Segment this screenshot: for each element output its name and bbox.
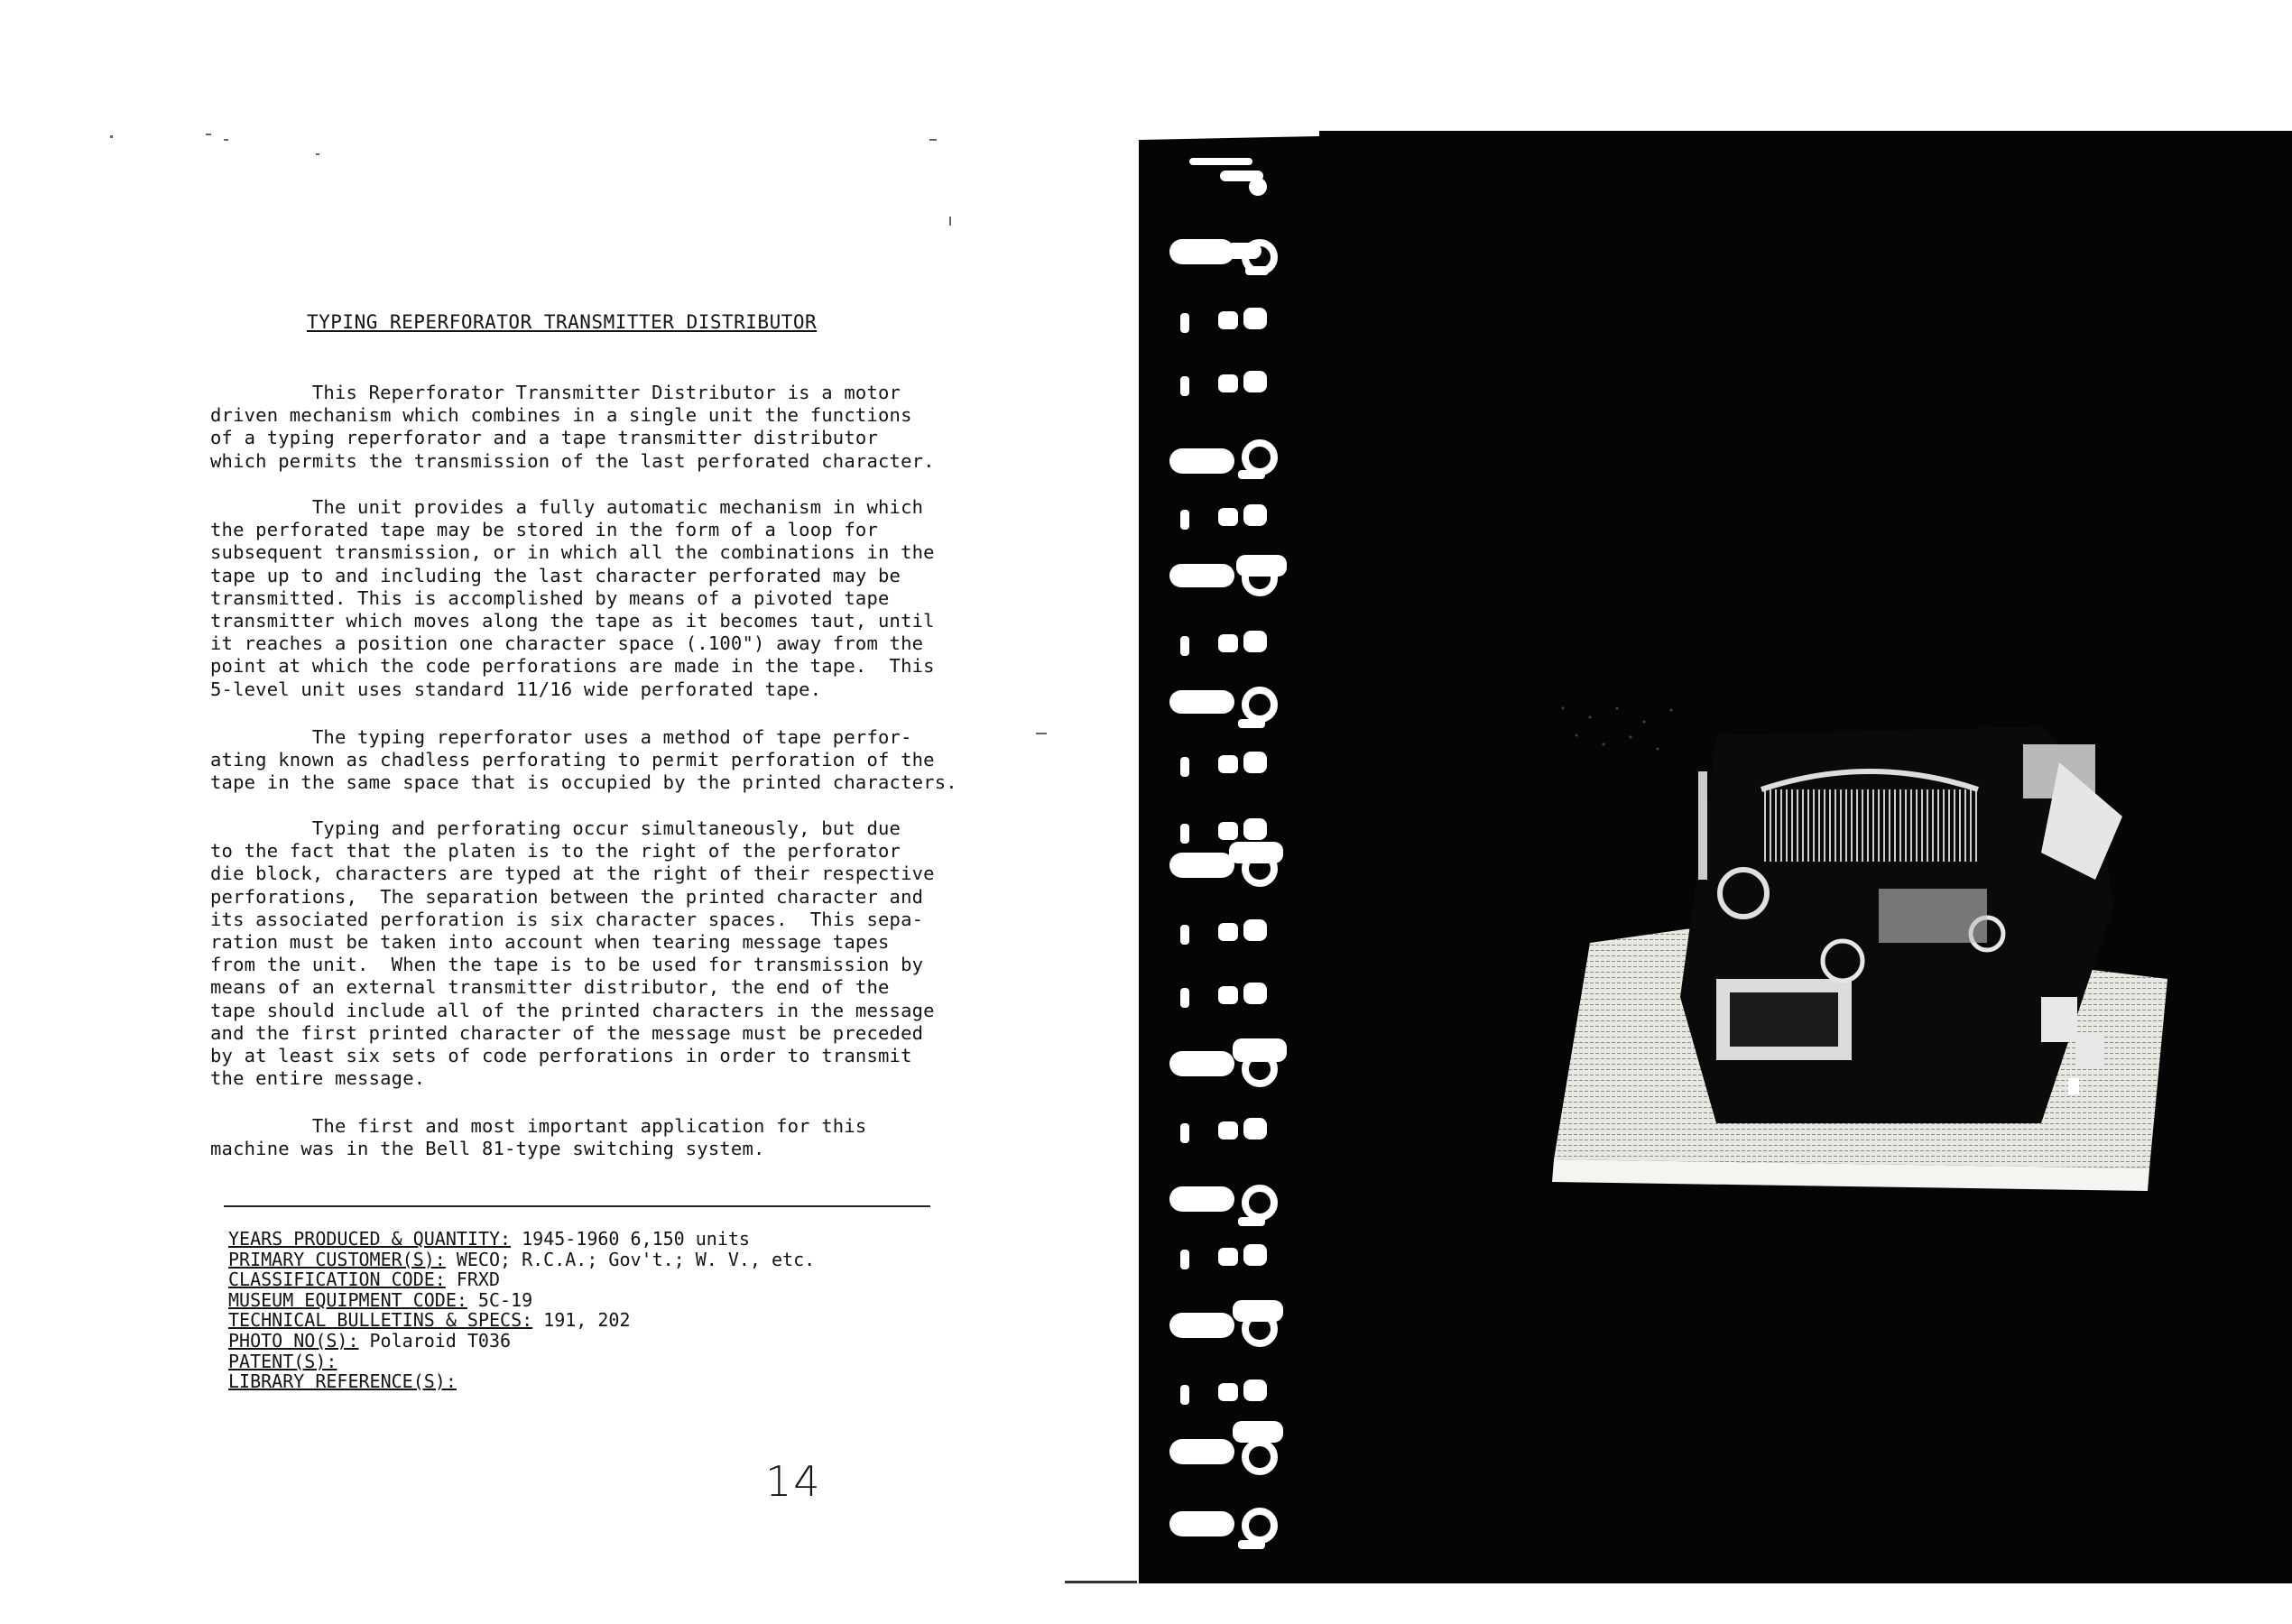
paragraph-2: The unit provides a fully automatic mechanism in which the perforated tape may be stored in the form of a loop for subsequent transmission, or in which all the combinations in the tape up to and including the last character perforated may be transmitted. This is accomplished by means of a pivoted tape transmitter which moves along the tape as it becomes taut, until it reaches a position one character space (.100") away from the point at which the code perforations are made in the tape. This 5-level unit uses standard 11/16 wide perforated tape. xyxy=(210,496,935,700)
metadata-list xyxy=(228,1229,815,1392)
metadata-value: 1945-1960 6,150 units xyxy=(522,1228,750,1250)
document-page xyxy=(0,0,1137,1624)
metadata-label: LIBRARY REFERENCE(S): xyxy=(228,1370,457,1393)
page-number: 14 xyxy=(765,1457,822,1506)
scan-speck xyxy=(110,135,113,138)
scan-speck xyxy=(224,139,228,141)
metadata-row xyxy=(228,1229,815,1250)
metadata-row xyxy=(228,1352,815,1372)
scan-speck xyxy=(929,139,937,141)
section-divider xyxy=(224,1205,930,1207)
metadata-row xyxy=(228,1250,815,1270)
metadata-label: PATENT(S): xyxy=(228,1350,337,1372)
scan-speck xyxy=(206,134,211,135)
metadata-value: 191, 202 xyxy=(543,1309,631,1332)
metadata-value: WECO; R.C.A.; Gov't.; W. V., etc. xyxy=(456,1248,816,1270)
scan-speck xyxy=(949,217,951,226)
paragraph-3: The typing reperforator uses a method of tape perfor- ating known as chadless perforating to permit perforation of the tape in the same space that is occupied by the printed characters. xyxy=(210,726,957,794)
scan-streak xyxy=(1065,1581,1137,1583)
metadata-value: FRXD xyxy=(456,1269,500,1291)
reperforator-machine-photo xyxy=(1536,618,2186,1232)
metadata-label: PHOTO NO(S): xyxy=(228,1329,359,1352)
paragraph-5: The first and most important application for this machine was in the Bell 81-type switching system. xyxy=(210,1115,867,1160)
metadata-row xyxy=(228,1331,815,1352)
metadata-row xyxy=(228,1269,815,1290)
metadata-label: PRIMARY CUSTOMER(S): xyxy=(228,1248,446,1270)
metadata-label: CLASSIFICATION CODE: xyxy=(228,1269,446,1291)
metadata-row xyxy=(228,1371,815,1392)
document-title: TYPING REPERFORATOR TRANSMITTER DISTRIBUTOR xyxy=(307,311,818,333)
paragraph-1: This Reperforator Transmitter Distributor is a motor driven mechanism which combines in a single unit the functions of a typing reperforator and a tape transmitter distributor which permits the transmission of the last perforated character. xyxy=(210,382,935,472)
photo-page xyxy=(1139,131,2292,1583)
metadata-value: Polaroid T036 xyxy=(369,1329,512,1352)
paragraph-4: Typing and perforating occur simultaneously, but due to the fact that the platen is to the right of the perforator die block, characters are typed at the right of their respective perforations, The separation between the printed character and its associated perforation is six character spaces. This sepa- ration must be taken into account when tearing message tapes from the unit. When the tape is to be used for transmission by means of an external transmitter distributor, the end of the tape should include all of the printed characters in the message and the first printed character of the message must be preceded by at least six sets of code perforations in order to transmit the entire message. xyxy=(210,817,935,1090)
scan-speck xyxy=(1036,733,1047,734)
spiral-binding-icon xyxy=(1139,131,1319,1583)
metadata-value: 5C-19 xyxy=(477,1288,533,1311)
metadata-label: TECHNICAL BULLETINS & SPECS: xyxy=(228,1309,533,1332)
metadata-row xyxy=(228,1290,815,1311)
scan-speck xyxy=(316,153,319,155)
metadata-label: YEARS PRODUCED & QUANTITY: xyxy=(228,1228,512,1250)
metadata-row xyxy=(228,1310,815,1331)
metadata-label: MUSEUM EQUIPMENT CODE: xyxy=(228,1288,467,1311)
